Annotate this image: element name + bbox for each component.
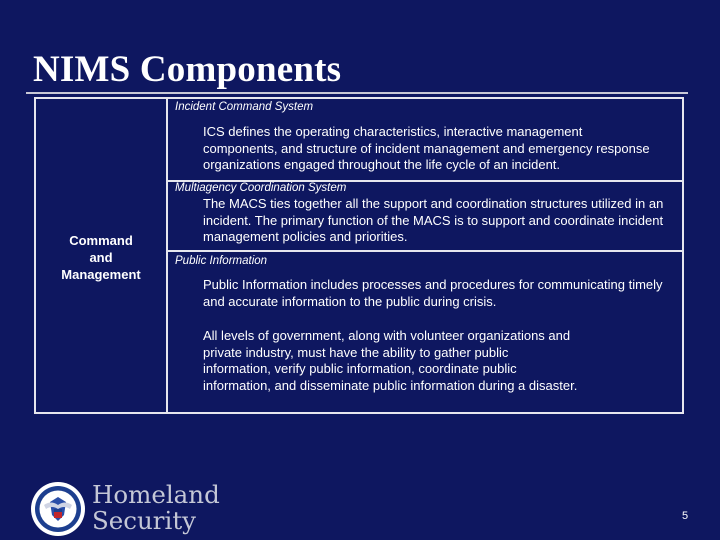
- left-label-line: Management: [61, 267, 141, 282]
- wordmark-line-1: Homeland: [92, 480, 220, 509]
- macs-description: The MACS ties together all the support and coordination structures utilized in an incident. The primary function of the MACS is to support and coordinate incident management policies and priorities.: [203, 196, 664, 245]
- row-divider-2: [167, 250, 684, 252]
- page-number: 5: [682, 510, 689, 522]
- public-information-requirements: All levels of government, along with volunteer organizations and private industry, must have the ability to gather public information, verify public information, coordinate public information, and disseminate public information during a disaster.: [203, 328, 578, 393]
- macs-heading: Multiagency Coordination System: [175, 182, 347, 194]
- slide-title: NIMS Components: [33, 49, 342, 90]
- homeland-security-wordmark: [92, 482, 220, 534]
- left-label-line: Command: [69, 233, 133, 248]
- public-information-heading: Public Information: [175, 255, 268, 267]
- ics-description: ICS defines the operating characteristics, interactive management components, and structure of incident management and emergency response organizations engaged throughout the life cycle of an incident.: [203, 124, 650, 173]
- left-label-line: and: [89, 250, 113, 265]
- dhs-seal-icon: [30, 481, 86, 537]
- public-information-description: Public Information includes processes and procedures for communicating timely and accurate information to the public during crisis.: [203, 277, 663, 309]
- column-divider: [166, 97, 168, 414]
- wordmark-line-2: Security: [92, 506, 197, 535]
- ics-heading: Incident Command System: [175, 101, 314, 113]
- command-and-management-label: [36, 232, 166, 283]
- title-underline: [26, 92, 688, 94]
